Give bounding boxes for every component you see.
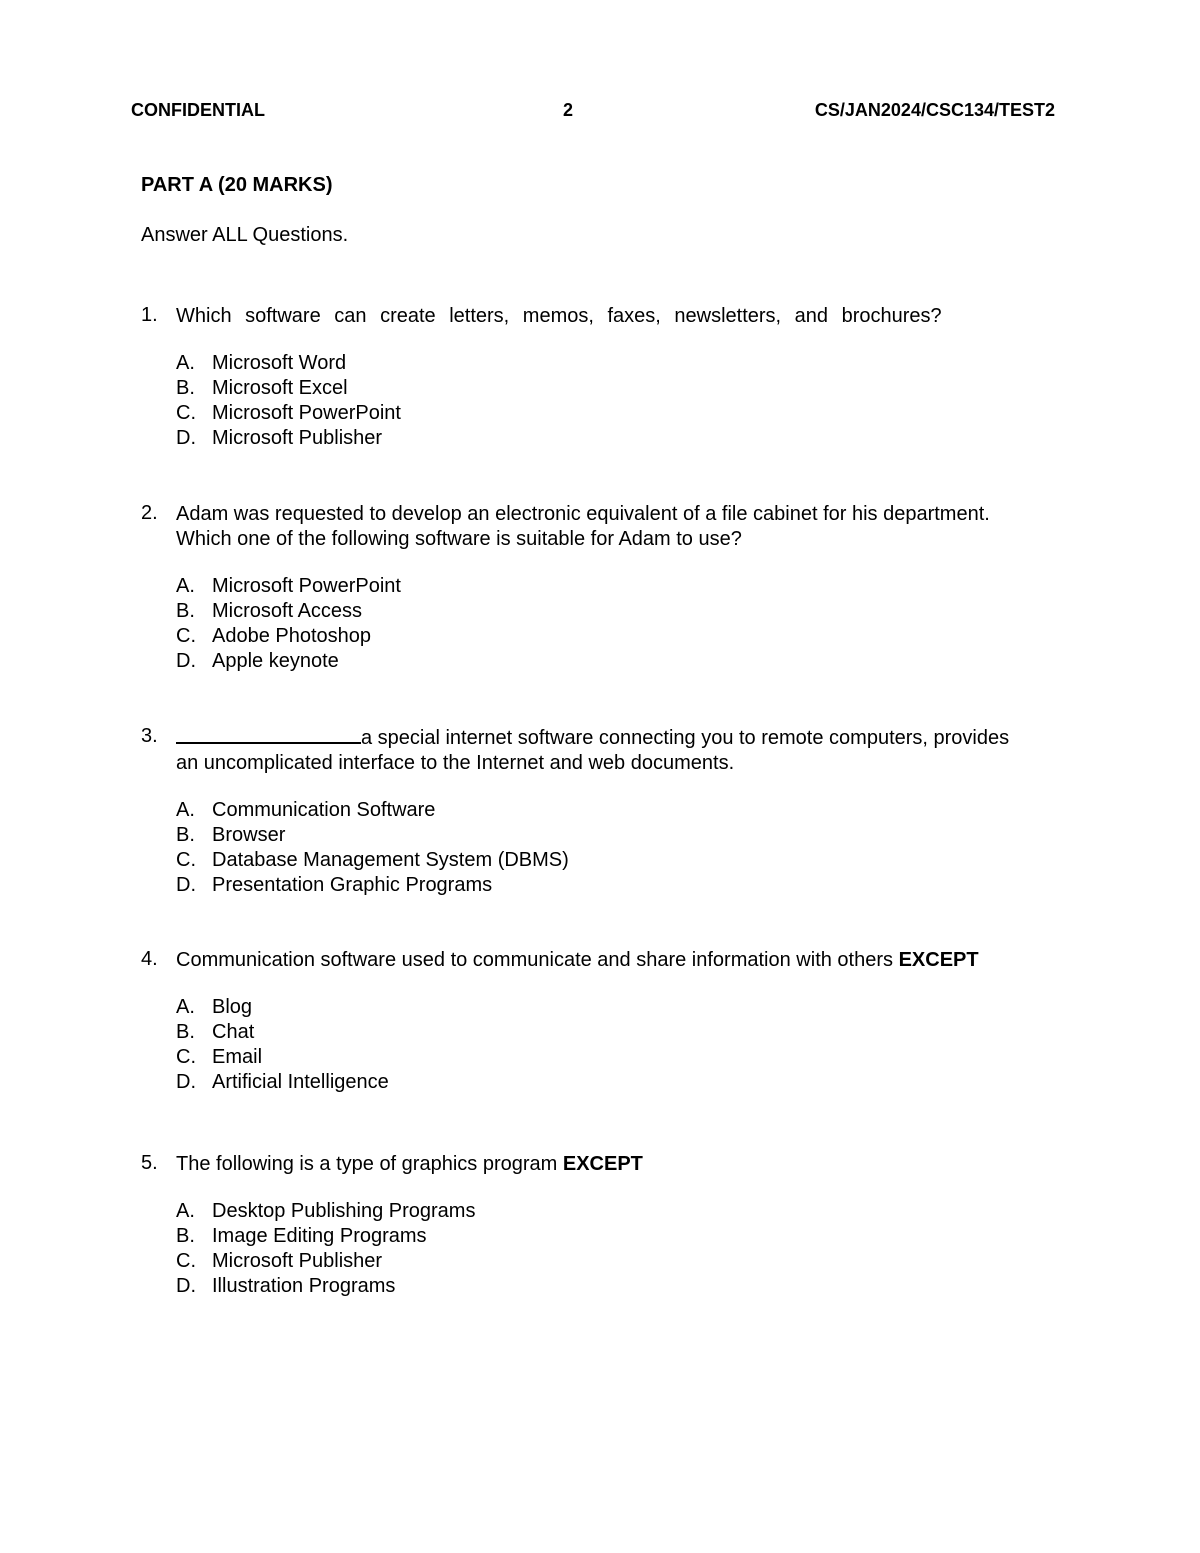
option-text: Microsoft Excel: [212, 377, 348, 399]
question-text-line: Adam was requested to develop an electronic equivalent of a file cabinet for his department.: [176, 503, 990, 525]
option-text: Presentation Graphic Programs: [212, 874, 493, 896]
option-d: [176, 1070, 1081, 1095]
option-b: [176, 823, 1081, 848]
option-list: [176, 351, 1081, 451]
question-text-fragment: The following is a type of graphics program: [176, 1153, 563, 1175]
option-text: Adobe Photoshop: [212, 625, 372, 647]
question-1: [141, 304, 1081, 451]
option-letter: D.: [176, 427, 196, 449]
option-list: [176, 1199, 1081, 1299]
question-5: [141, 1152, 1081, 1299]
option-letter: B.: [176, 377, 195, 399]
option-b: [176, 1224, 1081, 1249]
question-number: 2.: [141, 502, 158, 524]
option-letter: C.: [176, 402, 196, 424]
option-a: [176, 574, 1081, 599]
option-letter: C.: [176, 1250, 196, 1272]
option-text: Blog: [212, 996, 253, 1018]
option-letter: D.: [176, 1071, 196, 1093]
question-text-fragment: Communication software used to communicate and share information with others: [176, 949, 899, 971]
option-c: [176, 848, 1081, 873]
option-d: [176, 873, 1081, 898]
question-3: [141, 725, 1081, 898]
question-text: [176, 725, 1081, 776]
option-letter: A.: [176, 352, 195, 374]
question-text: [176, 502, 1081, 552]
option-d: [176, 1274, 1081, 1299]
answer-blank-line: [176, 725, 361, 744]
option-text: Artificial Intelligence: [212, 1071, 389, 1093]
option-text: Browser: [212, 824, 286, 846]
option-text: Microsoft Access: [212, 600, 363, 622]
option-letter: A.: [176, 1200, 195, 1222]
option-letter: B.: [176, 600, 195, 622]
question-text-line: Which one of the following software is suitable for Adam to use?: [176, 528, 742, 550]
option-letter: C.: [176, 849, 196, 871]
option-text: Microsoft Publisher: [212, 427, 383, 449]
option-letter: A.: [176, 575, 195, 597]
question-number: 4.: [141, 948, 158, 970]
question-text-line: [176, 725, 1081, 751]
option-letter: A.: [176, 996, 195, 1018]
option-b: [176, 376, 1081, 401]
option-text: Microsoft Publisher: [212, 1250, 383, 1272]
question-number: 1.: [141, 304, 158, 326]
question-text: [176, 948, 1081, 973]
option-letter: D.: [176, 1275, 196, 1297]
option-text: Microsoft Word: [212, 352, 347, 374]
question-text: Which software can create letters, memos, faxes, newsletters, and brochures?: [176, 305, 942, 327]
option-c: [176, 401, 1081, 426]
option-list: [176, 574, 1081, 674]
option-a: [176, 798, 1081, 823]
option-text: Microsoft PowerPoint: [212, 402, 401, 424]
option-c: [176, 1045, 1081, 1070]
instruction-text: Answer ALL Questions.: [141, 224, 349, 246]
option-text: Communication Software: [212, 799, 436, 821]
question-number: 3.: [141, 725, 158, 747]
option-list: [176, 798, 1081, 898]
option-c: [176, 624, 1081, 649]
option-text: Illustration Programs: [212, 1275, 396, 1297]
option-letter: D.: [176, 650, 196, 672]
option-b: [176, 599, 1081, 624]
part-title: PART A (20 MARKS): [141, 174, 333, 196]
option-c: [176, 1249, 1081, 1274]
question-text-line: an uncomplicated interface to the Internet and web documents.: [176, 752, 735, 774]
question-4: [141, 948, 1081, 1095]
option-a: [176, 351, 1081, 376]
option-letter: A.: [176, 799, 195, 821]
option-text: Desktop Publishing Programs: [212, 1200, 476, 1222]
option-letter: D.: [176, 874, 196, 896]
option-text: Email: [212, 1046, 263, 1068]
emphasis-text: EXCEPT: [562, 1153, 643, 1175]
option-text: Microsoft PowerPoint: [212, 575, 401, 597]
question-number: 5.: [141, 1152, 158, 1174]
question-text: [176, 1152, 1081, 1177]
option-letter: B.: [176, 1225, 195, 1247]
page-number: 2: [563, 100, 574, 120]
option-text: Image Editing Programs: [212, 1225, 427, 1247]
option-letter: C.: [176, 1046, 196, 1068]
option-text: Chat: [212, 1021, 255, 1043]
emphasis-text: EXCEPT: [898, 949, 979, 971]
option-b: [176, 1020, 1081, 1045]
option-letter: B.: [176, 824, 195, 846]
page-header: [131, 100, 1055, 126]
document-code: CS/JAN2024/CSC134/TEST2: [814, 100, 1055, 120]
option-a: [176, 995, 1081, 1020]
question-text-fragment: a special internet software connecting you to remote computers, provides: [361, 727, 1010, 749]
option-letter: C.: [176, 625, 196, 647]
confidential-label: CONFIDENTIAL: [131, 100, 265, 120]
option-list: [176, 995, 1081, 1095]
option-letter: B.: [176, 1021, 195, 1043]
option-a: [176, 1199, 1081, 1224]
option-text: Apple keynote: [212, 650, 339, 672]
question-2: [141, 502, 1081, 674]
option-text: Database Management System (DBMS): [212, 849, 569, 871]
option-d: [176, 426, 1081, 451]
option-d: [176, 649, 1081, 674]
